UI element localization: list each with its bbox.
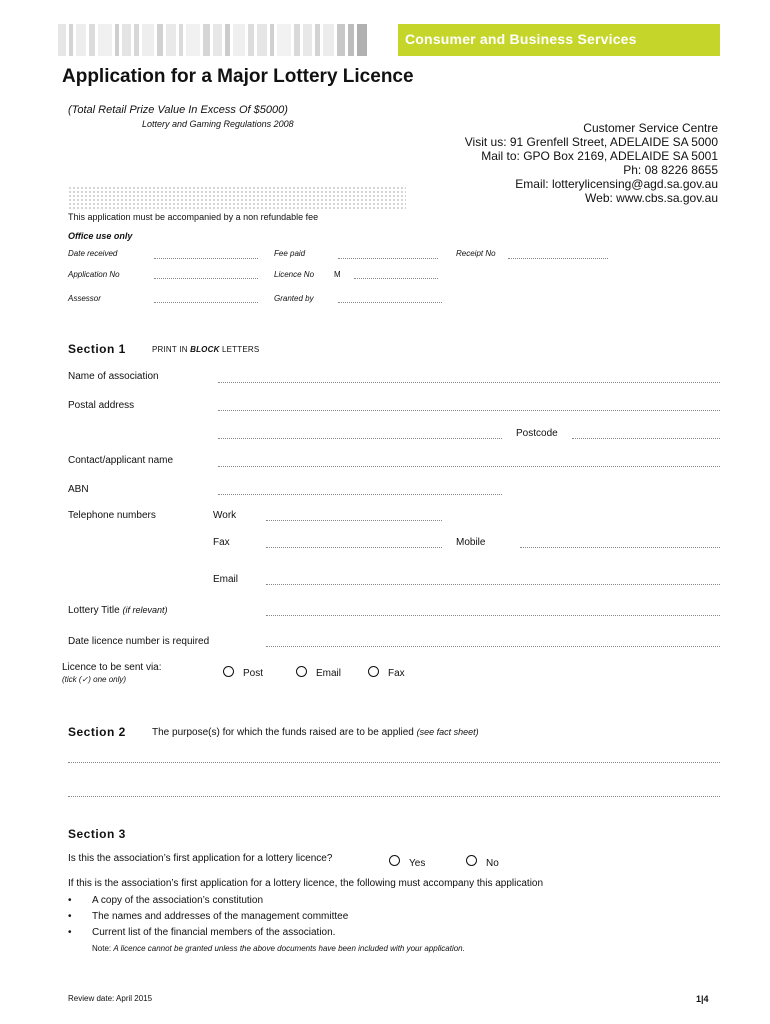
purpose-field-2[interactable] <box>68 796 720 797</box>
work-phone-field[interactable] <box>266 520 442 521</box>
requirement-item-3-text: Current list of the financial members of the association. <box>92 927 336 938</box>
fee-paid-label: Fee paid <box>274 249 306 258</box>
section1-heading: Section 1 <box>68 342 126 356</box>
postal-address-field-1[interactable] <box>218 410 720 411</box>
contact-visit: Visit us: 91 Grenfell Street, ADELAIDE SA 5000 <box>464 135 718 149</box>
lottery-title-text: Lottery Title <box>68 605 120 616</box>
work-label: Work <box>213 510 237 521</box>
requirement-text: If this is the association’s first application for a lottery licence, the following must accompany this application <box>68 878 544 889</box>
granted-by-field[interactable] <box>338 302 442 303</box>
abn-label: ABN <box>68 484 89 495</box>
sent-via-note: (tick (✓) one only) <box>62 675 127 684</box>
mobile-field[interactable] <box>520 547 720 548</box>
instruction-part-b: BLOCK <box>190 345 220 354</box>
assessor-label: Assessor <box>68 294 101 303</box>
yes-radio[interactable] <box>389 853 400 871</box>
post-label: Post <box>243 668 264 679</box>
licence-prefix: M <box>334 270 341 279</box>
post-radio-circle[interactable] <box>223 666 234 677</box>
requirement-item-1-text: A copy of the association’s constitution <box>92 895 264 906</box>
contact-email[interactable]: Email: lotterylicensing@agd.sa.gov.au <box>515 177 718 191</box>
email-radio-circle[interactable] <box>296 666 307 677</box>
fee-placeholder-box <box>68 186 406 210</box>
section2-purpose-text: The purpose(s) for which the funds raised are to be applied <box>152 727 414 738</box>
section2-note: (see fact sheet) <box>416 727 479 737</box>
office-use-heading: Office use only <box>68 231 133 241</box>
no-label: No <box>486 858 499 869</box>
name-of-association-field[interactable] <box>218 382 720 383</box>
regulations: Lottery and Gaming Regulations 2008 <box>142 119 294 129</box>
contact-phone: Ph: 08 8226 8655 <box>623 163 718 177</box>
section2-heading: Section 2 <box>68 725 126 739</box>
contact-web[interactable]: Web: www.cbs.sa.gov.au <box>585 191 718 205</box>
fee-note: This application must be accompanied by a non refundable fee <box>68 212 319 222</box>
sent-via-label: Licence to be sent via: <box>62 662 162 673</box>
postcode-label: Postcode <box>516 428 558 439</box>
assessor-field[interactable] <box>154 302 258 303</box>
instruction-part-c: LETTERS <box>219 345 260 354</box>
telephone-label: Telephone numbers <box>68 510 156 521</box>
application-no-field[interactable] <box>154 278 258 279</box>
subtitle: (Total Retail Prize Value In Excess Of $5000) <box>68 104 288 116</box>
fax-option-label: Fax <box>388 668 405 679</box>
email-radio[interactable] <box>296 664 307 682</box>
licence-no-field[interactable] <box>354 278 438 279</box>
mobile-label: Mobile <box>456 537 486 548</box>
contact-block <box>465 121 718 205</box>
email-field[interactable] <box>266 584 720 585</box>
granted-by-label: Granted by <box>274 294 314 303</box>
email-option-label: Email <box>316 668 342 679</box>
fax-field[interactable] <box>266 547 442 548</box>
contact-name-field[interactable] <box>218 466 720 467</box>
no-radio[interactable] <box>466 853 477 871</box>
no-radio-circle[interactable] <box>466 855 477 866</box>
page-title: Application for a Major Lottery Licence <box>62 66 414 87</box>
abn-field[interactable] <box>218 494 502 495</box>
fee-paid-field[interactable] <box>338 258 438 259</box>
requirement-item-3: • Current list of the financial members of the association. <box>68 927 336 938</box>
contact-name-label: Contact/applicant name <box>68 455 174 466</box>
lottery-title-note: (if relevant) <box>122 605 168 615</box>
receipt-no-field[interactable] <box>508 258 608 259</box>
fax-radio[interactable] <box>368 664 379 682</box>
section2-text <box>152 727 479 738</box>
header-stripes <box>58 24 398 56</box>
postal-address-field-2[interactable] <box>218 438 502 439</box>
note-label: Note: <box>92 944 112 953</box>
review-date: Review date: April 2015 <box>68 994 153 1003</box>
fax-label: Fax <box>213 537 230 548</box>
banner-title: Consumer and Business Services <box>405 31 637 47</box>
instruction-part-a: PRINT IN <box>152 345 191 354</box>
yes-radio-circle[interactable] <box>389 855 400 866</box>
section1-instruction <box>152 345 259 354</box>
post-radio[interactable] <box>223 664 234 682</box>
page-number: 1|4 <box>696 994 709 1004</box>
requirement-item-2: • The names and addresses of the management committee <box>68 911 349 922</box>
contact-centre: Customer Service Centre <box>583 121 718 135</box>
purpose-field-1[interactable] <box>68 762 720 763</box>
yes-label: Yes <box>409 858 426 869</box>
first-application-question: Is this the association’s first application for a lottery licence? <box>68 853 333 864</box>
date-required-field[interactable] <box>266 646 720 647</box>
requirement-note <box>92 944 465 953</box>
name-of-association-label: Name of association <box>68 371 159 382</box>
postcode-field[interactable] <box>572 438 720 439</box>
application-no-label: Application No <box>68 270 120 279</box>
requirement-item-2-text: The names and addresses of the management committee <box>92 911 349 922</box>
email-label: Email <box>213 574 239 585</box>
licence-no-label: Licence No <box>274 270 315 279</box>
requirement-item-1: • A copy of the association’s constitution <box>68 895 264 906</box>
note-text: A licence cannot be granted unless the above documents have been included with your application. <box>113 944 465 953</box>
lottery-title-field[interactable] <box>266 615 720 616</box>
contact-mail: Mail to: GPO Box 2169, ADELAIDE SA 5001 <box>481 149 718 163</box>
date-received-field[interactable] <box>154 258 258 259</box>
date-required-label: Date licence number is required <box>68 636 210 647</box>
postal-address-label: Postal address <box>68 400 135 411</box>
receipt-no-label: Receipt No <box>456 249 496 258</box>
lottery-title-label <box>68 605 168 616</box>
fax-radio-circle[interactable] <box>368 666 379 677</box>
date-received-label: Date received <box>68 249 118 258</box>
section3-heading: Section 3 <box>68 827 126 841</box>
